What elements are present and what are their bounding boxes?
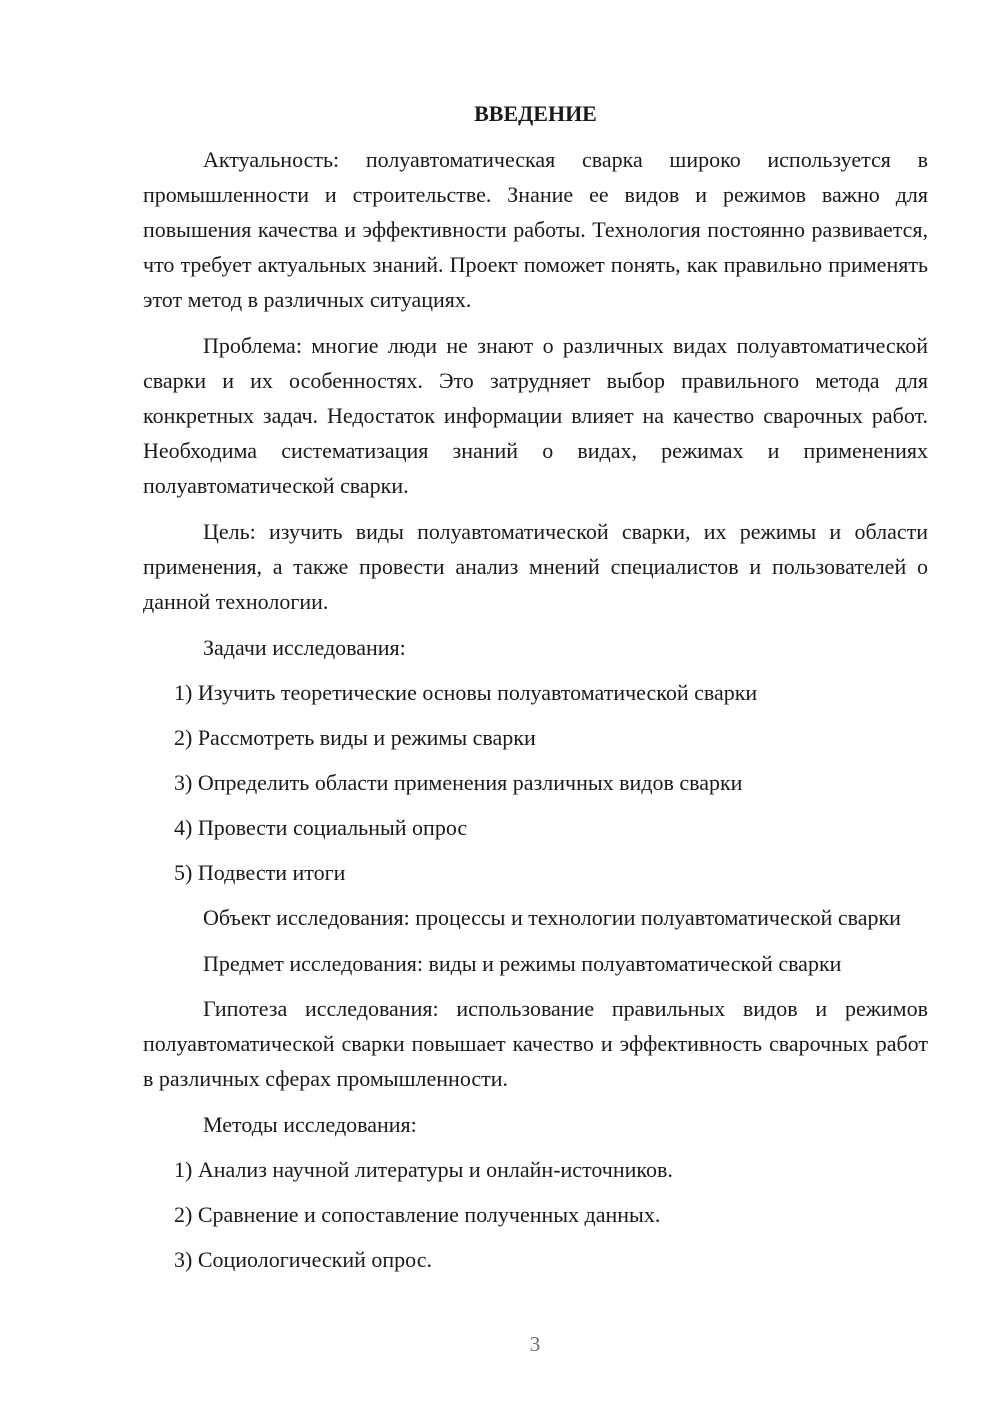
problem-paragraph: Проблема: многие люди не знают о различных видах полуавтоматической сварки и их особенностях. Это затрудняет выбор правильного метода для конкретных задач. Недостаток информации влияет на качество сварочных работ. Необходима систематизация знаний о видах, режимах и применениях полуавтоматической сварки. — [143, 333, 928, 498]
method-item-3: 3) Социологический опрос. — [174, 1247, 432, 1272]
object-paragraph: Объект исследования: процессы и технологии полуавтоматической сварки — [203, 905, 901, 930]
goal-paragraph: Цель: изучить виды полуавтоматической сварки, их режимы и области применения, а также провести анализ мнений специалистов и пользователей о данной технологии. — [143, 519, 928, 614]
method-item-1: 1) Анализ научной литературы и онлайн-источников. — [174, 1157, 673, 1182]
task-item-1: 1) Изучить теоретические основы полуавтоматической сварки — [174, 680, 758, 705]
page-content — [143, 96, 928, 1287]
page-number: 3 — [529, 1332, 541, 1356]
hypothesis-paragraph: Гипотеза исследования: использование правильных видов и режимов полуавтоматической сварки повышает качество и эффективность сварочных работ в различных сферах промышленности. — [143, 996, 928, 1091]
method-item-2: 2) Сравнение и сопоставление полученных данных. — [174, 1202, 661, 1227]
tasks-title: Задачи исследования: — [203, 635, 406, 660]
subject-paragraph: Предмет исследования: виды и режимы полуавтоматической сварки — [203, 951, 842, 976]
section-heading: ВВЕДЕНИЕ — [474, 101, 597, 126]
task-item-3: 3) Определить области применения различных видов сварки — [174, 770, 743, 795]
task-item-2: 2) Рассмотреть виды и режимы сварки — [174, 725, 536, 750]
task-item-5: 5) Подвести итоги — [174, 860, 346, 885]
task-item-4: 4) Провести социальный опрос — [174, 815, 468, 840]
methods-title: Методы исследования: — [203, 1112, 417, 1137]
relevance-paragraph: Актуальность: полуавтоматическая сварка широко используется в промышленности и строительстве. Знание ее видов и режимов важно для повышения качества и эффективности работы. Технология постоянно развивается, что требует актуальных знаний. Проект поможет понять, как правильно применять этот метод в различных ситуациях. — [143, 147, 928, 312]
